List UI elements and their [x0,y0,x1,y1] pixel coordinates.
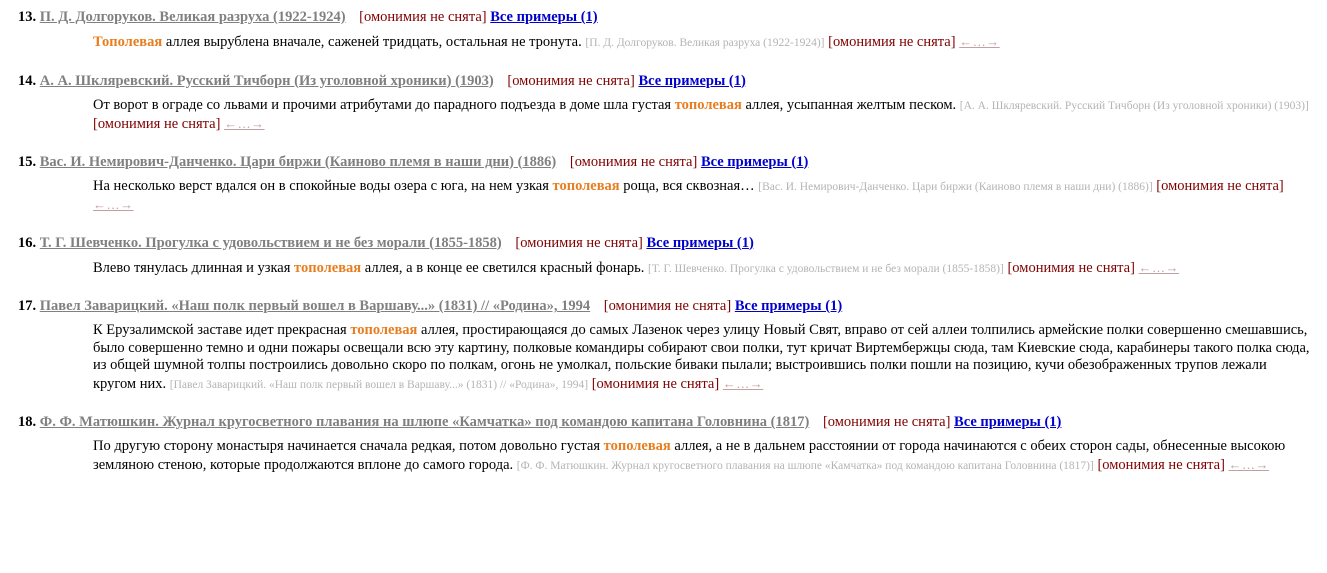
entry-header [18,70,1327,92]
source-link[interactable]: Павел Заварицкий. «Наш полк первый вошел в Варшаву...» (1831) // «Родина», 1994 [39,298,591,314]
snippet-text-after: аллея, а в конце ее светился красный фонарь. [361,259,645,276]
result-entry [18,232,1327,279]
search-hit: тополевая [674,96,742,113]
entry-header [18,232,1327,254]
entry-header [18,6,1327,28]
expand-context-link[interactable]: ←…→ [224,116,265,131]
entry-header [18,411,1327,433]
search-hit: тополевая [603,438,671,454]
expand-context-link[interactable]: ←…→ [959,34,1000,49]
snippet-text-after: роща, вся сквозная… [619,177,755,194]
all-examples-link[interactable]: Все примеры (1) [954,414,1062,430]
entry-number: 13. [18,9,37,25]
example-snippet [93,259,1313,279]
snippet-text-before: На несколько верст вдался он в спокойные воды озера с юга, на нем узкая [93,177,553,194]
search-hit: тополевая [294,259,362,276]
entry-number: 18. [18,414,37,430]
expand-context-link[interactable]: ←…→ [93,197,134,212]
homonymy-label: [омонимия не снята] [822,414,951,430]
source-reference: [Вас. И. Немирович-Данченко. Цари биржи (Каиново племя в наши дни) (1886)] [758,180,1153,193]
all-examples-link[interactable]: Все примеры (1) [638,72,746,89]
expand-context-link[interactable]: ←…→ [722,375,764,391]
entry-header [18,295,1327,317]
result-entry [18,411,1327,475]
example-snippet [93,178,1313,215]
result-entry [18,151,1327,215]
snippet-text-after: аллея, простирающаяся до самых Лазенок через улицу Новый Свят, вправо от сей аллеи толпились армейские полки совершенно смешавшись, было совершенно темно и одни пожары освещали всю эту картину, полковые командиры собирают свои полки, тут кричат Виртембержцы сюда, там Киевские сюда, карабинеры такого полка сюда, из общей шумной толпы построились довольно скоро по полкам, огонь не умолкал, польские биваки пылали; выстроившись полки пошли на позицию, кучи обезображенных трупов лежали кругом них. [93,322,1310,392]
snippet-text-before: К Ерузалимской заставе идет прекрасная [93,322,351,338]
example-snippet [93,438,1313,475]
homonymy-label-inline: [омонимия не снята] [1097,456,1225,473]
snippet-text-after: аллея, а не в дальнем расстоянии от города начинаются с обеих сторон сады, обнесенные высокою земляною стеною, которые продолжаются вплоне до самого города. [93,438,1286,473]
expand-context-link[interactable]: ←…→ [1228,456,1270,472]
homonymy-label-inline: [омонимия не снята] [1007,259,1135,276]
homonymy-label-inline: [омонимия не снята] [1156,177,1284,194]
example-snippet [93,322,1313,394]
source-reference: [П. Д. Долгоруков. Великая разруха (1922-1924)] [585,37,825,49]
homonymy-label: [омонимия не снята] [359,9,487,25]
snippet-text-before: От ворот в ограде со львами и прочими атрибутами до парадного подъезда в доме шла густая [93,96,675,113]
snippet-text-before: По другую сторону монастыря начинается сначала редкая, потом довольно густая [93,438,604,454]
snippet-text-after: аллея вырублена вначале, саженей тридцать, остальная не тронута. [162,34,582,50]
source-reference: [Ф. Ф. Матюшкин. Журнал кругосветного плавания на шлюпе «Камчатка» под командою капитана Головнина (1817)] [516,459,1094,472]
search-hit: тополевая [350,322,418,338]
all-examples-link[interactable]: Все примеры (1) [646,234,754,251]
all-examples-link[interactable]: Все примеры (1) [700,153,809,170]
source-link[interactable]: Т. Г. Шевченко. Прогулка с удовольствием и не без морали (1855-1858) [39,234,502,251]
entry-number: 14. [18,72,37,89]
entry-number: 16. [18,234,37,251]
snippet-text-after: аллея, усыпанная желтым песком. [741,96,957,113]
source-reference: [А. А. Шкляревский. Русский Тичборн (Из уголовной хроники) (1903)] [959,99,1309,112]
entry-header [18,151,1327,173]
homonymy-label-inline: [омонимия не снята] [93,116,221,132]
homonymy-label-inline: [омонимия не снята] [591,375,720,392]
search-hit: тополевая [552,177,620,194]
homonymy-label-inline: [омонимия не снята] [828,34,956,50]
entry-number: 15. [18,153,37,170]
homonymy-label: [омонимия не снята] [515,234,643,251]
snippet-text-before: Влево тянулась длинная и узкая [93,259,295,276]
source-link[interactable]: Вас. И. Немирович-Данченко. Цари биржи (Каиново племя в наши дни) (1886) [39,153,557,170]
homonymy-label: [омонимия не снята] [569,153,698,170]
source-reference: [Т. Г. Шевченко. Прогулка с удовольствием и не без морали (1855-1858)] [648,262,1004,275]
source-link[interactable]: Ф. Ф. Матюшкин. Журнал кругосветного плавания на шлюпе «Камчатка» под командою капитана Головнина (1817) [39,414,810,430]
all-examples-link[interactable]: Все примеры (1) [490,9,598,25]
result-entry [18,6,1327,53]
source-link[interactable]: П. Д. Долгоруков. Великая разруха (1922-1924) [39,9,346,25]
search-hit: Тополевая [93,34,163,50]
entry-number: 17. [18,298,37,314]
homonymy-label: [омонимия не снята] [603,298,732,314]
example-snippet [93,97,1313,134]
result-entry [18,70,1327,134]
example-snippet [93,33,1313,53]
all-examples-link[interactable]: Все примеры (1) [734,298,843,314]
source-link[interactable]: А. А. Шкляревский. Русский Тичборн (Из уголовной хроники) (1903) [39,72,494,89]
result-entry [18,295,1327,394]
homonymy-label: [омонимия не снята] [507,72,635,89]
source-reference: [Павел Заварицкий. «Наш полк первый вошел в Варшаву...» (1831) // «Родина», 1994] [169,378,589,391]
expand-context-link[interactable]: ←…→ [1138,259,1180,275]
